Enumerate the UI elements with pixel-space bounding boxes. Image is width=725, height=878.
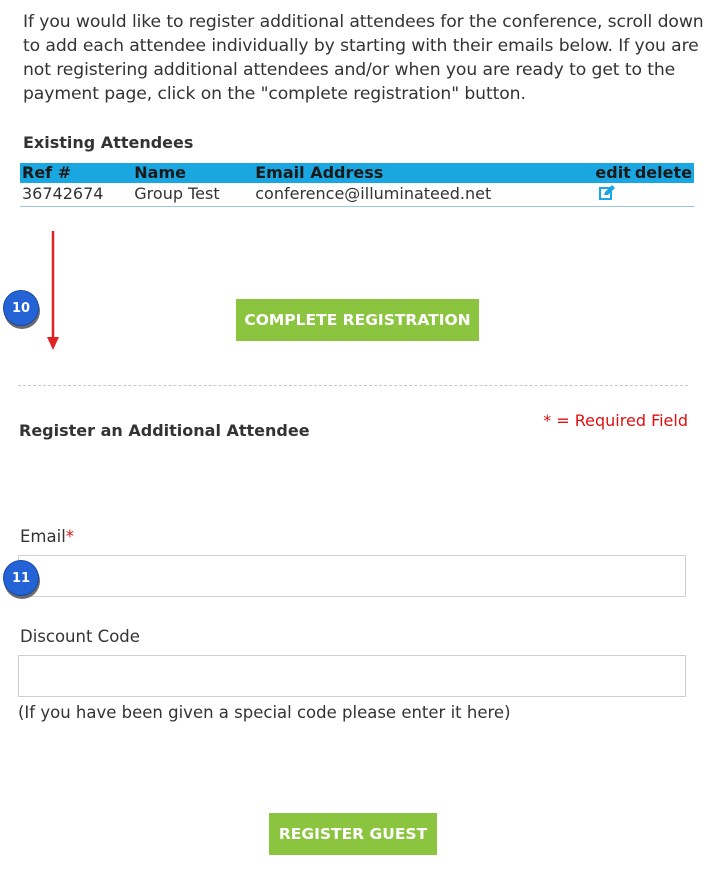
section-divider: [18, 385, 688, 386]
discount-code-label: Discount Code: [20, 627, 140, 646]
cell-name: Group Test: [132, 183, 253, 206]
cell-ref: 36742674: [20, 183, 132, 206]
required-field-note: * = Required Field: [543, 411, 688, 430]
intro-text: If you would like to register additional attendees for the conference, scroll down to add each attendee individually by starting with their emails below. If you are not registering additional attendees and/or when you are ready to get to the payment page, click on the "complete registration" button.: [23, 12, 704, 104]
column-header-ref: Ref #: [20, 163, 132, 183]
attendees-table: [20, 163, 694, 207]
column-header-name: Name: [132, 163, 253, 183]
step-badge-10: 10: [3, 290, 39, 326]
edit-icon[interactable]: [599, 184, 615, 206]
column-header-delete: delete: [633, 163, 694, 183]
column-header-edit: edit: [595, 163, 631, 182]
cell-email: conference@illuminateed.net: [253, 183, 593, 206]
required-star: *: [65, 527, 75, 546]
complete-registration-button[interactable]: COMPLETE REGISTRATION: [236, 299, 479, 341]
discount-code-hint: (If you have been given a special code please enter it here): [18, 703, 511, 722]
cell-delete: [633, 183, 694, 206]
existing-attendees-title: Existing Attendees: [23, 133, 194, 152]
column-header-email: Email Address: [253, 163, 593, 183]
register-section-title: Register an Additional Attendee: [19, 421, 310, 440]
email-label: [20, 527, 74, 546]
table-row: [20, 183, 694, 206]
cell-edit: [593, 183, 632, 206]
discount-code-field[interactable]: [18, 655, 686, 697]
register-guest-button[interactable]: REGISTER GUEST: [269, 813, 437, 855]
email-label-text: Email: [20, 527, 66, 546]
step-badge-11: 11: [3, 560, 39, 596]
table-header-row: [20, 163, 694, 183]
email-field[interactable]: [18, 555, 686, 597]
red-arrow-icon: [46, 231, 60, 351]
